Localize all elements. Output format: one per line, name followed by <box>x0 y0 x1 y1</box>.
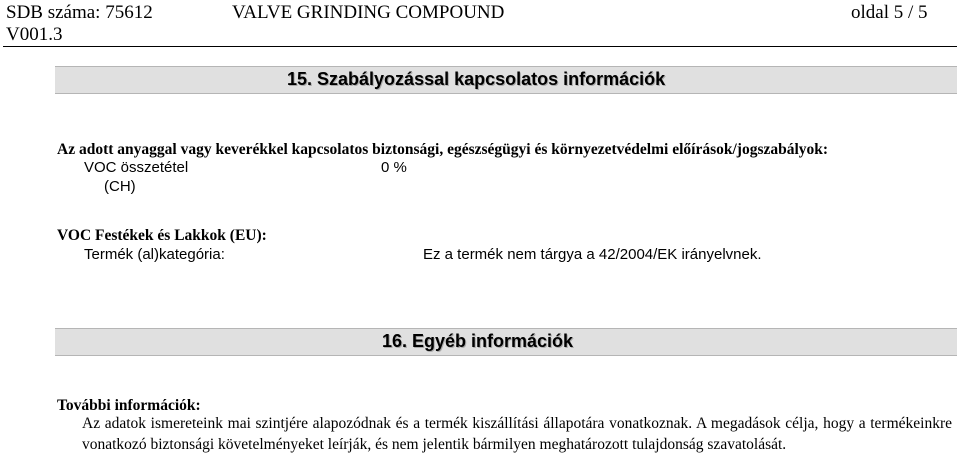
voc-content-value: 0 % <box>381 159 407 176</box>
section-15-title: 15. Szabályozással kapcsolatos információk <box>287 69 666 89</box>
voc-paints-heading: VOC Festékek és Lakkok (EU): <box>57 227 267 244</box>
product-category-label: Termék (al)kategória: <box>84 246 225 263</box>
voc-content-note: (CH) <box>104 178 136 195</box>
further-info-heading: További információk: <box>57 397 201 414</box>
sdb-number: SDB száma: 75612 <box>6 2 153 23</box>
page-number: oldal 5 / 5 <box>851 2 928 23</box>
version-number: V001.3 <box>6 24 63 45</box>
section-16-title: 16. Egyéb információk <box>382 331 574 351</box>
header-divider <box>3 46 957 47</box>
product-name: VALVE GRINDING COMPOUND <box>232 2 505 23</box>
voc-content-label: VOC összetétel <box>84 159 189 176</box>
product-category-value: Ez a termék nem tárgya a 42/2004/EK irányelvnek. <box>423 246 762 263</box>
further-info-text: Az adatok ismereteink mai szintjére alapozódnak és a termék kiszállítási állapotára vonatkoznak. A megadások célja, hogy a termékeinkre vonatkozó biztonsági követelményeket leírják, és nem jelentik bármilyen meghatározott tulajdonság szavatolását. <box>82 415 952 453</box>
regulations-intro: Az adott anyaggal vagy keverékkel kapcsolatos biztonsági, egészségügyi és környezetvédelmi előírások/jogszabályok: <box>57 141 829 158</box>
